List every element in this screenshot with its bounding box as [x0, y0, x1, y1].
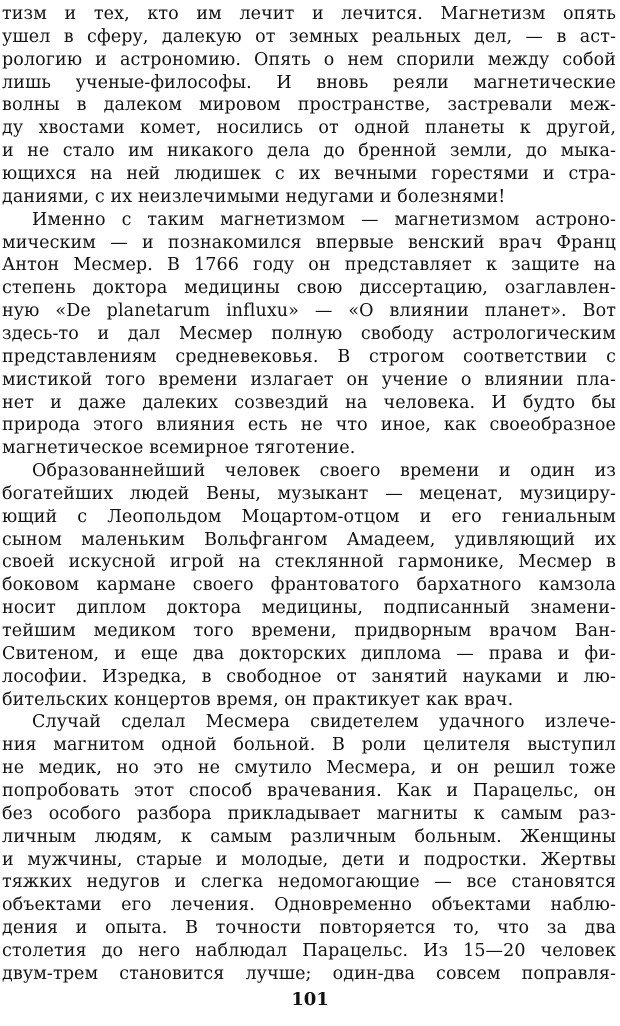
text-line: объектами его лечения. Одновременно объектами наблю- [2, 895, 616, 916]
text-line: ния магнитом одной больной. В роли целителя выступил [2, 735, 616, 756]
text-line: боковом кармане своего франтоватого бархатного камзола [2, 575, 616, 596]
text-line: волны в далеком мировом пространстве, застревали меж- [2, 95, 616, 116]
text-line: ушел в сферу, далекую от земных реальных дел, — в аст- [2, 26, 616, 47]
text-line: ную «De planetarum influxu» — «О влиянии планет». Вот [2, 301, 616, 322]
text-line: двум-трем становится лучше; один-два совсем поправля- [2, 963, 616, 984]
text-line: представлениям средневековья. В строгом соответствии с [2, 346, 616, 367]
paragraph-first-line: Образованнейший человек своего времени и один из [32, 461, 616, 481]
text-line: тейшим медиком того времени, придворным врачом Ван- [2, 621, 616, 641]
text-line: здесь-то и дал Месмер полную свободу астрологическим [2, 323, 616, 344]
text-line: без особого разбора прикладывает магниты к самым раз- [2, 803, 616, 824]
text-line: бительских концертов время, он практикует как врач. [2, 689, 514, 710]
text-line: попробовать этот способ врачевания. Как и Парацельс, он [2, 780, 616, 801]
text-line: Свитеном, и еще два докторских диплома — права и фи- [2, 643, 616, 664]
text-line: ду хвостами комет, носились от одной планеты к другой, [2, 118, 616, 139]
text-line: степень доктора медицины свою диссертацию, озаглавлен- [2, 278, 616, 299]
text-line: природа этого влияния есть не что иное, как своеобразное [2, 415, 616, 436]
text-line: магнетическое всемирное тяготение. [2, 438, 356, 459]
text-line: своей искусной игрой на стеклянной гармонике, Месмер в [2, 552, 616, 573]
paragraph-first-line: Случай сделал Месмера свидетелем удачного излече- [32, 712, 616, 733]
text-line: столетия до него наблюдал Парацельс. Из 15—20 человек [2, 940, 616, 961]
text-line: мистикой того времени излагает он учение о влиянии пла- [2, 369, 616, 390]
text-line: мическим — и познакомился впервые венский врач Франц [2, 232, 616, 253]
text-line: богатейших людей Вены, музыкант — меценат, музициру- [2, 483, 616, 504]
text-line: Антон Месмер. В 1766 году он представляет к защите на [2, 255, 616, 276]
text-line: лософии. Изредка, в свободное от занятий науками и лю- [2, 666, 616, 687]
text-line: лишь ученые-философы. И вновь реяли магнетические [2, 72, 616, 93]
page-number: 101 [291, 989, 329, 1010]
text-line: и не стало им никакого дела до бренной земли, до мыка- [2, 141, 616, 162]
paragraph-first-line: Именно с таким магнетизмом — магнетизмом астроно- [32, 209, 616, 230]
text-line: тяжких недугов и слегка недомогающие — все становятся [2, 872, 616, 893]
text-line: и мужчины, старые и молодые, дети и подростки. Жертвы [2, 849, 616, 870]
text-line: ющий с Леопольдом Моцартом-отцом и его гениальным [2, 506, 616, 527]
text-line: даниями, с их неизлечимыми недугами и болезнями! [2, 186, 506, 207]
text-line: дения и опыта. В точности повторяется то, что за два [2, 918, 616, 938]
text-line: сыном маленьким Вольфгангом Амадеем, удивляющий их [2, 529, 616, 550]
text-line: ющихся на ней людишек с их вечными горестями и стра- [2, 164, 616, 184]
text-line: рологию и астрономию. Опять о нем спорили между собой [2, 49, 616, 70]
text-line: нет и даже далеких созвездий на человека. И будто бы [2, 392, 616, 413]
text-line: личным людям, к самым различным больным. Женщины [2, 826, 616, 847]
text-line: тизм и тех, кто им лечит и лечится. Магнетизм опять [2, 4, 616, 24]
text-line: носит диплом доктора медицины, подписанный знамени- [2, 598, 616, 619]
text-line: не медик, но это не смутило Месмера, и он решил тоже [2, 758, 616, 779]
